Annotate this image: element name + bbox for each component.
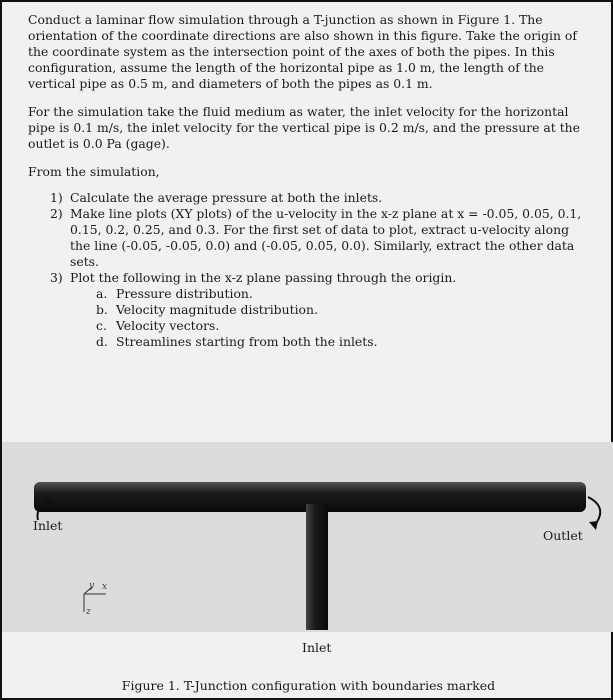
- outlet-arrowhead-icon: [589, 521, 598, 530]
- sub-item-letter: c.: [96, 318, 107, 333]
- sub-item-text: Velocity magnitude distribution.: [116, 302, 318, 317]
- sub-item-text: Velocity vectors.: [116, 318, 220, 333]
- axis-y-label: y: [89, 581, 95, 591]
- item-text: Plot the following in the x-z plane passing through the origin.: [70, 270, 457, 285]
- sub-item-text: Pressure distribution.: [116, 286, 253, 301]
- sub-item-letter: d.: [96, 334, 108, 349]
- sub-item: [96, 318, 593, 334]
- item-number: 2): [50, 206, 63, 221]
- from-simulation-line: From the simulation,: [28, 164, 160, 179]
- item-text: Calculate the average pressure at both the inlets.: [70, 190, 383, 205]
- sub-list: [96, 286, 593, 350]
- sub-item: [96, 302, 593, 318]
- task-list: [50, 190, 593, 350]
- list-item: [50, 206, 593, 270]
- list-item: [50, 190, 593, 206]
- intro-paragraph: Conduct a laminar flow simulation through a T-junction as shown in Figure 1. The orientation of the coordinate directions are also shown in this figure. Take the origin of the coordinate system as the intersection point of the axes of both the pipes. In this configuration, assume the length of the horizontal pipe as 1.0 m, the length of the vertical pipe as 0.5 m, and diameters of both the pipes as 0.1 m.: [28, 12, 577, 91]
- figure-caption: Figure 1. T-Junction configuration with boundaries marked: [121, 678, 496, 693]
- sub-item: [96, 286, 593, 302]
- item-text: Make line plots (XY plots) of the u-velocity in the x-z plane at x = -0.05, 0.05, 0.1, 0.15, 0.2, 0.25, and 0.3. For the first set of data to plot, extract u-velocity along the line (-0.05, -0.05, 0.0) and (-0.05, 0.05, 0.0). Similarly, extract the other data sets.: [70, 206, 582, 269]
- sub-item: [96, 334, 593, 350]
- item-number: 3): [50, 270, 63, 285]
- item-number: 1): [50, 190, 63, 205]
- axis-z-label: z: [86, 607, 91, 617]
- left-inlet-label: Inlet: [33, 518, 63, 533]
- outlet-label: Outlet: [543, 528, 583, 543]
- bottom-inlet-label: Inlet: [302, 640, 332, 655]
- vertical-pipe: [306, 504, 328, 630]
- sub-item-letter: a.: [96, 286, 108, 301]
- axis-x-label: x: [102, 582, 108, 592]
- problem-text: [28, 12, 593, 350]
- list-item: [50, 270, 593, 350]
- t-junction-figure: [2, 442, 613, 632]
- sub-item-text: Streamlines starting from both the inlets.: [116, 334, 378, 349]
- sub-item-letter: b.: [96, 302, 108, 317]
- conditions-paragraph: For the simulation take the fluid medium as water, the inlet velocity for the horizontal pipe is 0.1 m/s, the inlet velocity for the vertical pipe is 0.2 m/s, and the pressure at the outlet is 0.0 Pa (gage).: [28, 104, 580, 151]
